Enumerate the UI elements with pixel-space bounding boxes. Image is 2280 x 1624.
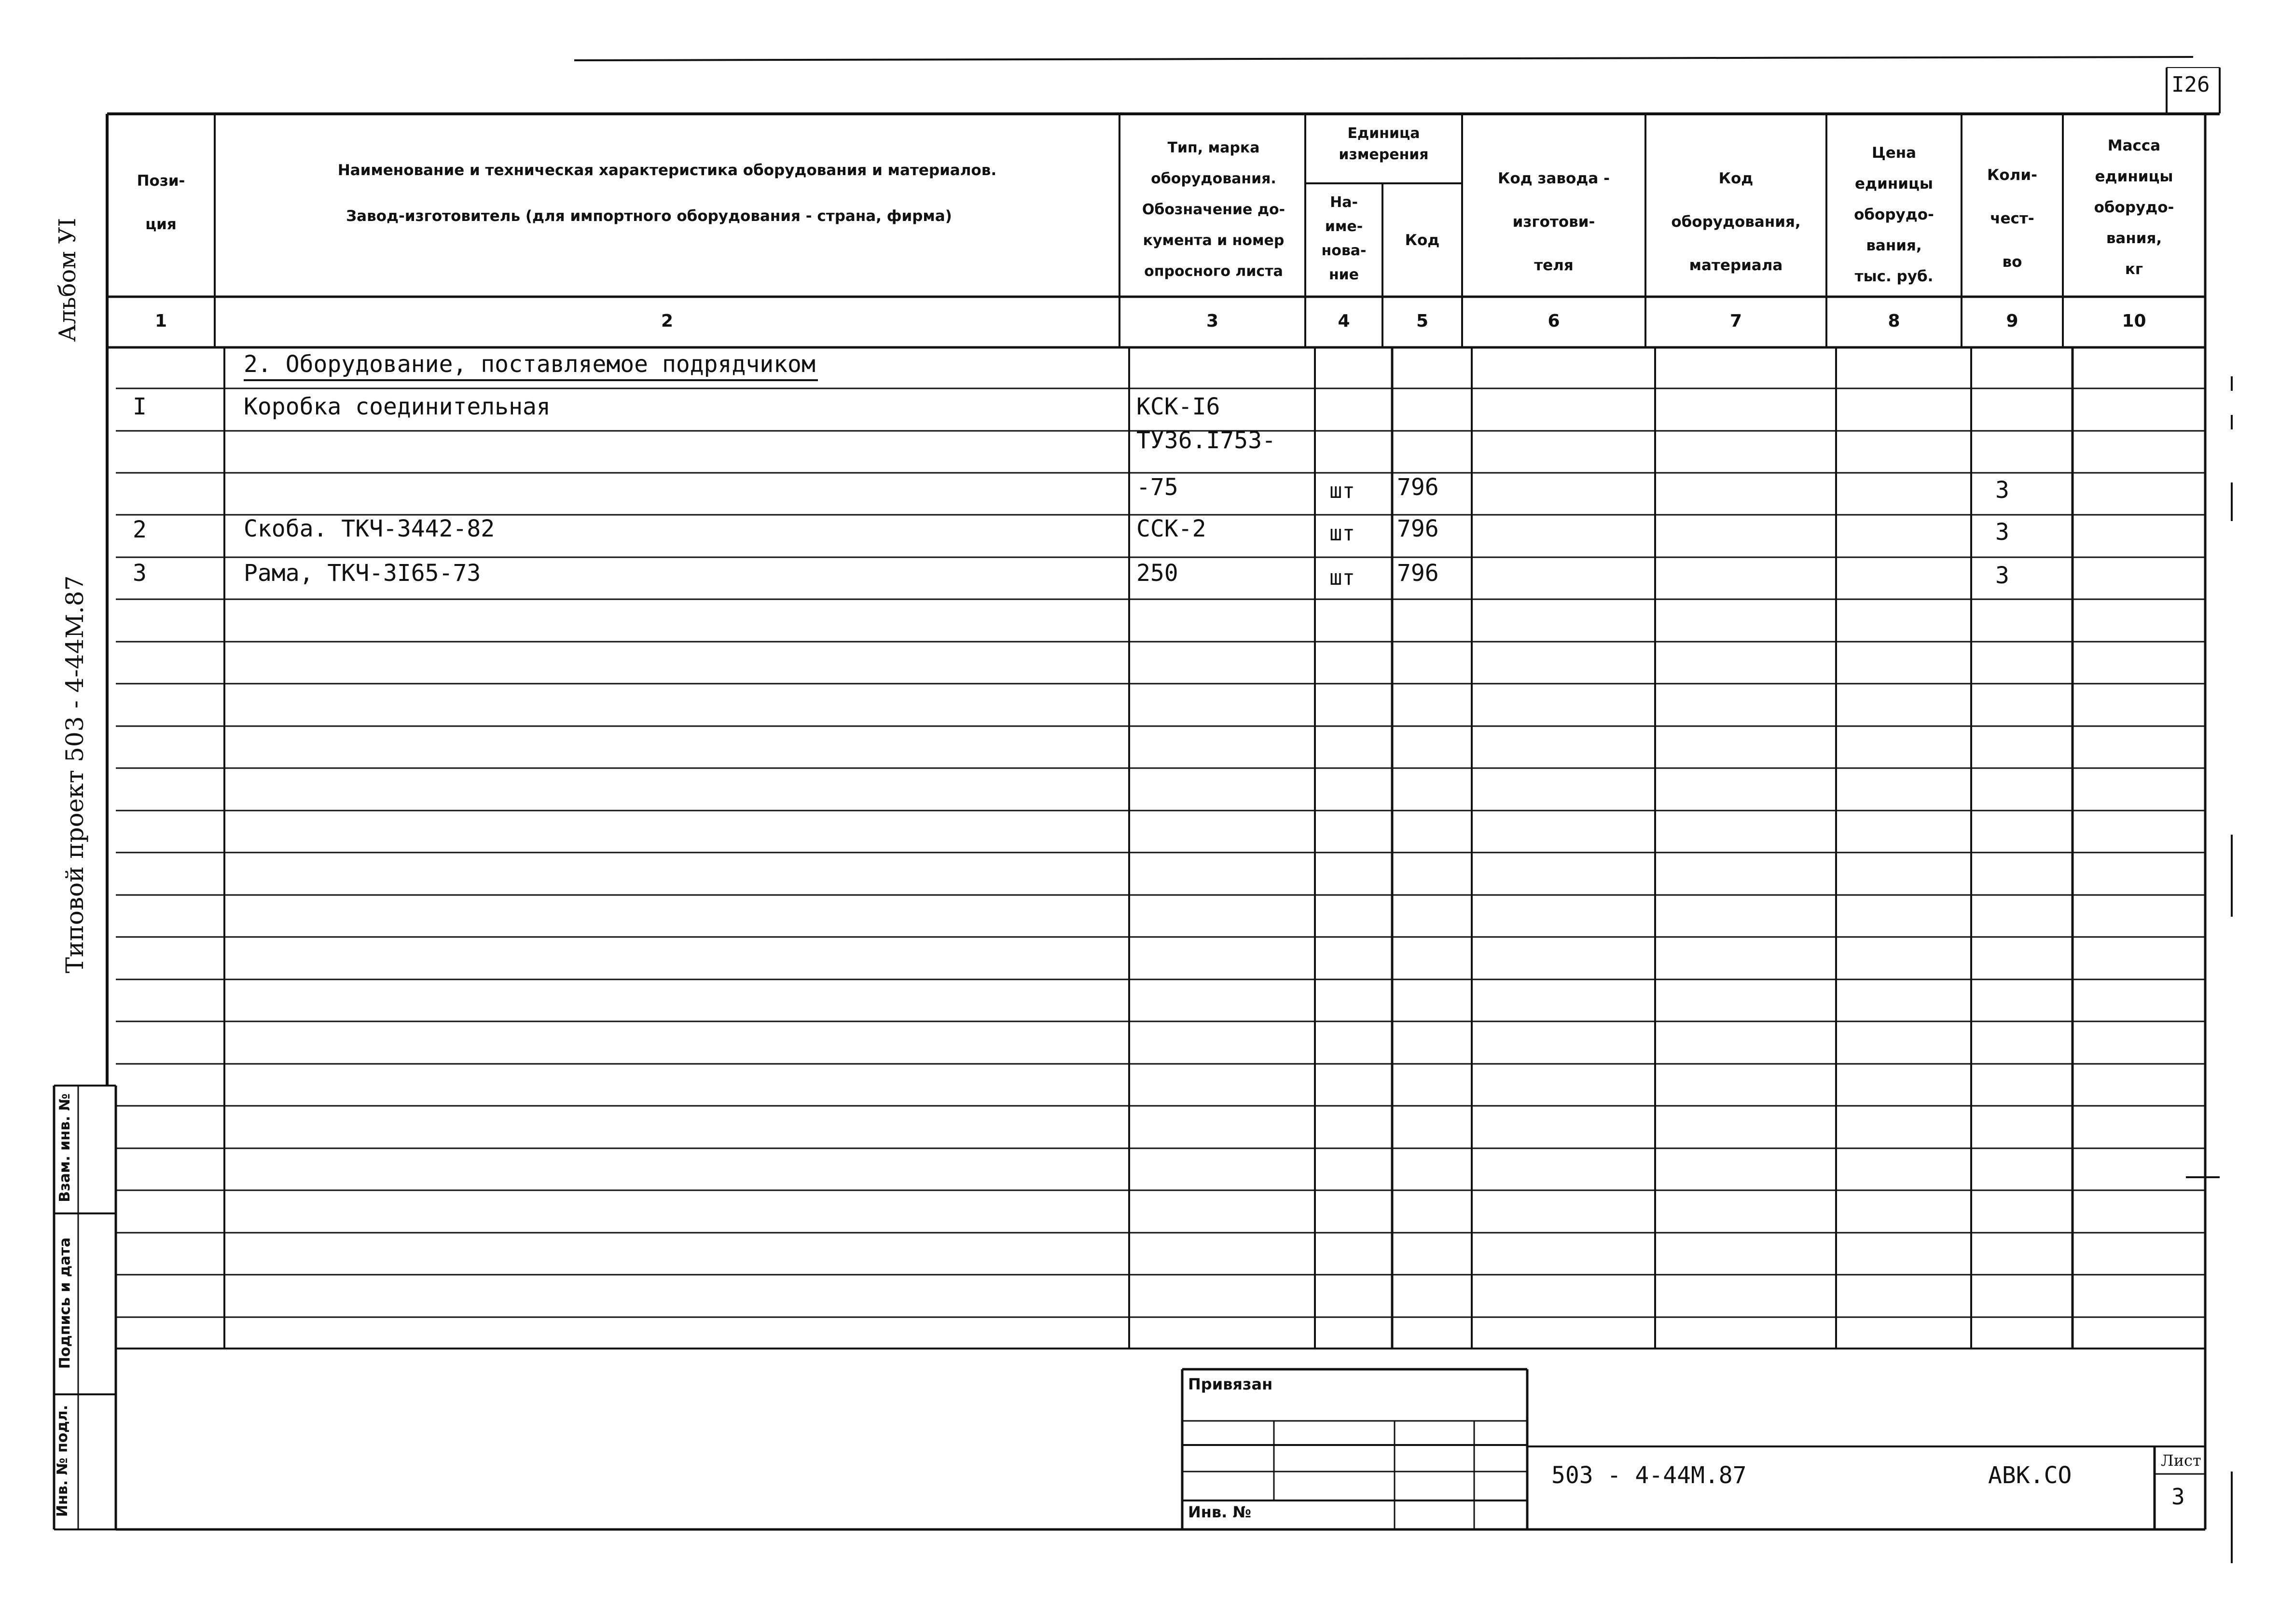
col-num-10: 10: [2122, 311, 2146, 331]
col-num-8: 8: [1888, 311, 1900, 331]
row-4-code: 796: [1397, 515, 1439, 542]
row-1-type: КСК-I6: [1136, 393, 1220, 420]
col-num-1: 1: [154, 311, 167, 331]
stamp-code: АВК.СО: [1988, 1462, 2072, 1489]
row-5-type: 250: [1136, 560, 1178, 587]
row-4-name: Скоба. ТКЧ-3442-82: [244, 515, 495, 542]
row-3-qty: 3: [1995, 477, 2009, 504]
stamp-sheet-value: 3: [2171, 1484, 2185, 1510]
col-num-6: 6: [1548, 311, 1560, 331]
header-manuf-code: Код завода - изготови- теля: [1498, 170, 1610, 274]
stamp-podpis-data: Подпись и дата: [56, 1237, 74, 1369]
header-mass: Масса единицы оборудо- вания, кг: [2094, 137, 2174, 278]
row-3-code: 796: [1397, 474, 1439, 501]
row-3-unit: шт: [1329, 479, 1355, 503]
header-qty: Коли- чест- во: [1987, 166, 2037, 271]
header-equip-code: Код оборудования, материала: [1671, 170, 1801, 274]
row-1-name: Коробка соединительная: [244, 393, 551, 420]
section-title: 2. Оборудование, поставляемое подрядчиком: [244, 351, 815, 378]
col-num-2: 2: [661, 311, 674, 331]
row-5-code: 796: [1397, 560, 1439, 587]
stamp-inv-no: Инв. №: [1188, 1503, 1251, 1521]
header-unit-group: Единица измерения: [1339, 125, 1429, 163]
stamp-vzam-inv: Взам. инв. №: [56, 1093, 73, 1202]
header-position: Пози- ция: [137, 172, 185, 233]
stamp-privyazan: Привязан: [1188, 1375, 1273, 1393]
row-4-pos: 2: [133, 516, 147, 543]
row-5-pos: 3: [133, 560, 147, 587]
row-4-qty: 3: [1995, 519, 2009, 546]
stamp-designation: 503 - 4-44М.87: [1551, 1462, 1747, 1489]
row-3-type: -75: [1136, 474, 1178, 501]
header-price: Цена единицы оборудо- вания, тыс. руб.: [1854, 144, 1934, 285]
header-unit-code: Код: [1405, 232, 1440, 249]
col-num-9: 9: [2006, 311, 2018, 331]
stamp-inv-podl: Инв. № подл.: [54, 1404, 71, 1517]
row-4-type: ССК-2: [1136, 515, 1206, 542]
header-unit-name: На- име- нова- ние: [1321, 194, 1367, 283]
row-4-unit: шт: [1329, 521, 1355, 546]
row-5-unit: шт: [1329, 565, 1355, 590]
row-5-name: Рама, ТКЧ-3I65-73: [244, 560, 481, 587]
stamp-sheet-label: Лист: [2161, 1451, 2201, 1470]
row-5-qty: 3: [1995, 562, 2009, 589]
sheet-number-top: I26: [2171, 72, 2210, 97]
header-type: Тип, марка оборудования. Обозначение до- кумента и номер опросного листа: [1142, 139, 1285, 280]
col-num-7: 7: [1729, 311, 1742, 331]
header-name-line2: Завод-изготовитель (для импортного оборудования - страна, фирма): [346, 207, 952, 225]
row-2-type: ТУ36.I753-: [1136, 427, 1276, 454]
row-1-pos: I: [133, 393, 147, 420]
project-label: Типовой проект 503 - 4-44М.87: [61, 575, 89, 974]
col-num-3: 3: [1206, 311, 1219, 331]
header-name-line1: Наименование и техническая характеристика оборудования и материалов.: [337, 162, 997, 179]
col-num-5: 5: [1416, 311, 1429, 331]
album-label: Альбом УI: [54, 218, 81, 342]
col-num-4: 4: [1338, 311, 1350, 331]
